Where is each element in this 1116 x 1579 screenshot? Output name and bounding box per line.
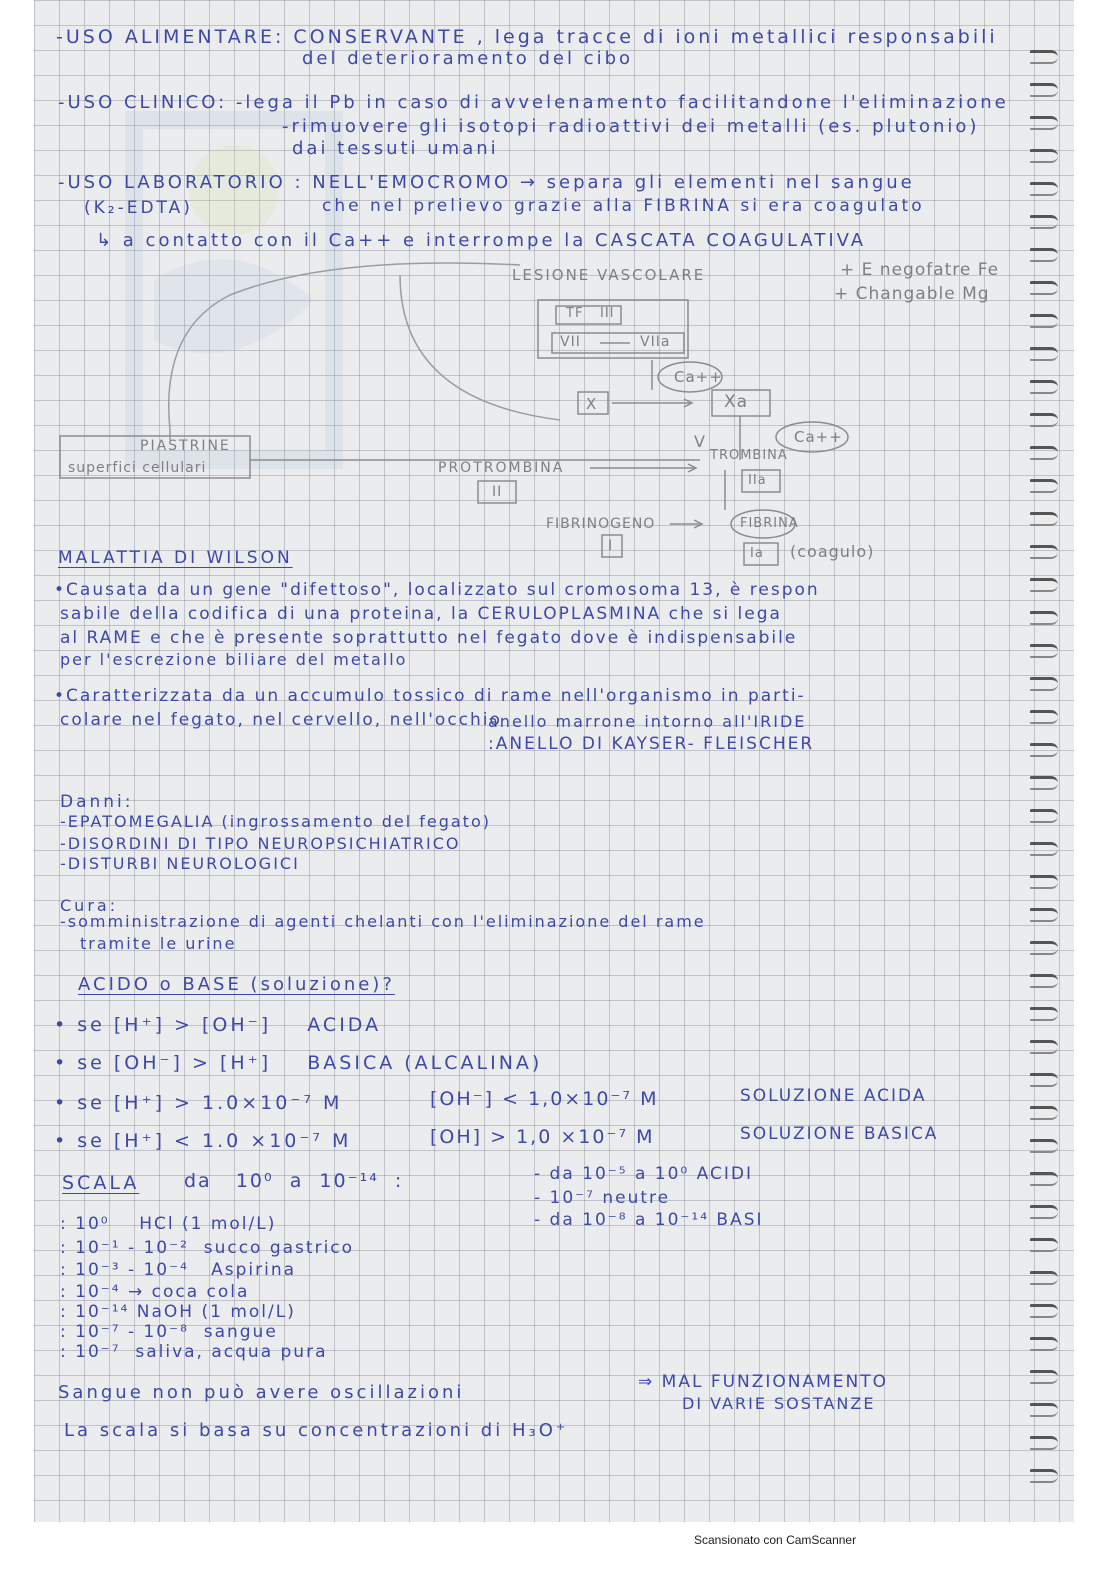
spiral-ring: [1030, 314, 1058, 328]
text-line: -EPATOMEGALIA (ingrossamento del fegato): [60, 812, 491, 831]
spiral-ring: [1030, 1337, 1058, 1351]
spiral-ring: [1030, 281, 1058, 295]
spiral-ring: [1030, 875, 1058, 889]
spiral-ring: [1030, 1205, 1058, 1219]
text-line: -DISORDINI DI TIPO NEUROPSICHIATRICO: [60, 834, 461, 853]
spiral-ring: [1030, 974, 1058, 988]
diagram-label: VII: [560, 334, 581, 350]
section-title: MALATTIA DI WILSON: [58, 548, 293, 568]
text-line: che nel prelievo grazie alla FIBRINA si era coagulato: [322, 196, 925, 216]
spiral-ring: [1030, 842, 1058, 856]
section-title: SCALA: [62, 1172, 140, 1194]
spiral-ring: [1030, 479, 1058, 493]
diagram-label: PROTROMBINA: [438, 460, 565, 476]
spiral-ring: [1030, 941, 1058, 955]
diagram-label: TF: [566, 306, 584, 321]
spiral-ring: [1030, 446, 1058, 460]
text-line: • se [H⁺] > [OH⁻] ACIDA: [54, 1014, 382, 1036]
scanner-footer: Scansionato con CamScanner: [694, 1533, 857, 1547]
diagram-label: Xa: [724, 392, 749, 412]
spiral-ring: [1030, 1469, 1058, 1483]
text-line: • se [H⁺] < 1.0 ×10⁻⁷ M: [54, 1130, 352, 1152]
spiral-ring: [1030, 1139, 1058, 1153]
text-line: tramite le urine: [80, 934, 237, 953]
text-line: -DISTURBI NEUROLOGICI: [60, 854, 300, 873]
text-line: - da 10⁻⁵ a 10⁰ ACIDI: [534, 1164, 753, 1184]
spiral-ring: [1030, 1172, 1058, 1186]
diagram-label: (coagulo): [790, 542, 875, 561]
spiral-ring: [1030, 743, 1058, 757]
diagram-label: IIa: [748, 473, 767, 488]
spiral-ring: [1030, 1304, 1058, 1318]
text-line: •Causata da un gene "difettoso", localizzato sul cromosoma 13, è respon: [54, 580, 820, 600]
spiral-ring: [1030, 677, 1058, 691]
text-line: dai tessuti umani: [292, 138, 499, 159]
text-line: : 10⁰ HCl (1 mol/L): [60, 1214, 277, 1234]
spiral-ring: [1030, 380, 1058, 394]
diagram-label: Ca++: [794, 428, 843, 446]
text-line: : 10⁻¹ - 10⁻² succo gastrico: [60, 1238, 355, 1258]
side-note: + Changable Mg: [834, 284, 990, 304]
spiral-ring: [1030, 1403, 1058, 1417]
text-line: -USO CLINICO: -lega il Pb in caso di avvelenamento facilitandone l'eliminazione: [58, 92, 1009, 113]
text-line: - da 10⁻⁸ a 10⁻¹⁴ BASI: [534, 1210, 764, 1230]
spiral-ring: [1030, 1106, 1058, 1120]
text-line: -rimuovere gli isotopi radioattivi dei metalli (es. plutonio): [282, 116, 980, 137]
text-line: Sangue non può avere oscillazioni: [58, 1382, 465, 1403]
section-title: ACIDO o BASE (soluzione)?: [78, 974, 395, 995]
spiral-ring: [1030, 1370, 1058, 1384]
text-line: La scala si basa su concentrazioni di H₃O⁺: [64, 1420, 569, 1441]
text-line: ⇒ MAL FUNZIONAMENTO: [638, 1372, 889, 1392]
text-line: •Caratterizzata da un accumulo tossico di rame nell'organismo in parti-: [54, 686, 806, 706]
diagram-label: II: [492, 484, 503, 500]
text-line: SOLUZIONE ACIDA: [740, 1086, 927, 1106]
text-line: ↳ a contatto con il Ca++ e interrompe la CASCATA COAGULATIVA: [96, 230, 867, 251]
spiral-ring: [1030, 248, 1058, 262]
spiral-ring: [1030, 1040, 1058, 1054]
spiral-ring: [1030, 512, 1058, 526]
spiral-ring: [1030, 1007, 1058, 1021]
diagram-label: superfici cellulari: [68, 460, 207, 476]
spiral-ring: [1030, 578, 1058, 592]
spiral-ring: [1030, 50, 1058, 64]
text-line: : 10⁻⁴ → coca cola: [60, 1282, 250, 1302]
spiral-ring: [1030, 1271, 1058, 1285]
diagram-label: LESIONE VASCOLARE: [512, 266, 706, 284]
text-line: DI VARIE SOSTANZE: [682, 1394, 876, 1413]
spiral-ring: [1030, 611, 1058, 625]
spiral-ring: [1030, 347, 1058, 361]
spiral-ring: [1030, 710, 1058, 724]
diagram-label: VIIa: [640, 334, 671, 350]
diagram-label: PIASTRINE: [140, 438, 231, 454]
text-line: SOLUZIONE BASICA: [740, 1124, 939, 1144]
text-line: : 10⁻⁷ saliva, acqua pura: [60, 1342, 328, 1362]
diagram-label: TROMBINA: [710, 448, 788, 463]
spiral-binding: [1024, 0, 1074, 1522]
diagram-label: FIBRINOGENO: [546, 516, 656, 532]
spiral-ring: [1030, 83, 1058, 97]
text-line: del deterioramento del cibo: [302, 48, 634, 69]
text-line: Danni:: [60, 792, 134, 812]
diagram-label: Ia: [750, 546, 764, 561]
text-line: anello marrone intorno all'IRIDE: [488, 712, 807, 731]
text-line: sabile della codifica di una proteina, la CERULOPLASMINA che si lega: [60, 604, 782, 624]
spiral-ring: [1030, 1436, 1058, 1450]
spiral-ring: [1030, 644, 1058, 658]
diagram-label: X: [586, 395, 598, 413]
spiral-ring: [1030, 116, 1058, 130]
text-line: colare nel fegato, nel cervello, nell'occhio: [60, 710, 502, 730]
text-line: Cura:: [60, 896, 119, 915]
spiral-ring: [1030, 413, 1058, 427]
text-line: da 10⁰ a 10⁻¹⁴ :: [184, 1170, 404, 1192]
text-line: • se [OH⁻] > [H⁺] BASICA (ALCALINA): [54, 1052, 543, 1074]
side-note: + E negofatre Fe: [840, 260, 1000, 280]
spiral-ring: [1030, 908, 1058, 922]
spiral-ring: [1030, 182, 1058, 196]
text-line: : 10⁻⁷ - 10⁻⁸ sangue: [60, 1322, 278, 1342]
spiral-ring: [1030, 1238, 1058, 1252]
spiral-ring: [1030, 809, 1058, 823]
text-line: : 10⁻¹⁴ NaOH (1 mol/L): [60, 1302, 296, 1322]
text-line: :ANELLO DI KAYSER- FLEISCHER: [488, 734, 815, 754]
text-line: • se [H⁺] > 1.0×10⁻⁷ M: [54, 1092, 343, 1114]
text-line: (K₂-EDTA): [84, 198, 193, 218]
text-line: [OH⁻] < 1,0×10⁻⁷ M: [430, 1088, 659, 1110]
spiral-ring: [1030, 149, 1058, 163]
diagram-label: V: [694, 432, 706, 451]
diagram-label: I: [608, 538, 614, 554]
text-line: - 10⁻⁷ neutre: [534, 1188, 671, 1208]
spiral-ring: [1030, 545, 1058, 559]
notebook-page: [34, 0, 1074, 1522]
spiral-ring: [1030, 215, 1058, 229]
text-line: : 10⁻³ - 10⁻⁴ Aspirina: [60, 1260, 297, 1280]
spiral-ring: [1030, 776, 1058, 790]
text-line: [OH] > 1,0 ×10⁻⁷ M: [430, 1126, 655, 1148]
text-line: al RAME e che è presente soprattutto nel fegato dove è indispensabile: [60, 628, 798, 648]
diagram-label: FIBRINA: [740, 516, 799, 531]
text-line: -USO ALIMENTARE: CONSERVANTE , lega tracce di ioni metallici responsabili: [56, 26, 998, 48]
diagram-label: Ca++: [674, 368, 723, 386]
text-line: -USO LABORATORIO : NELL'EMOCROMO → separa gli elementi nel sangue: [58, 172, 915, 193]
text-line: -somministrazione di agenti chelanti con l'eliminazione del rame: [60, 912, 706, 931]
spiral-ring: [1030, 1073, 1058, 1087]
text-line: per l'escrezione biliare del metallo: [60, 650, 408, 669]
diagram-label: III: [600, 306, 615, 321]
